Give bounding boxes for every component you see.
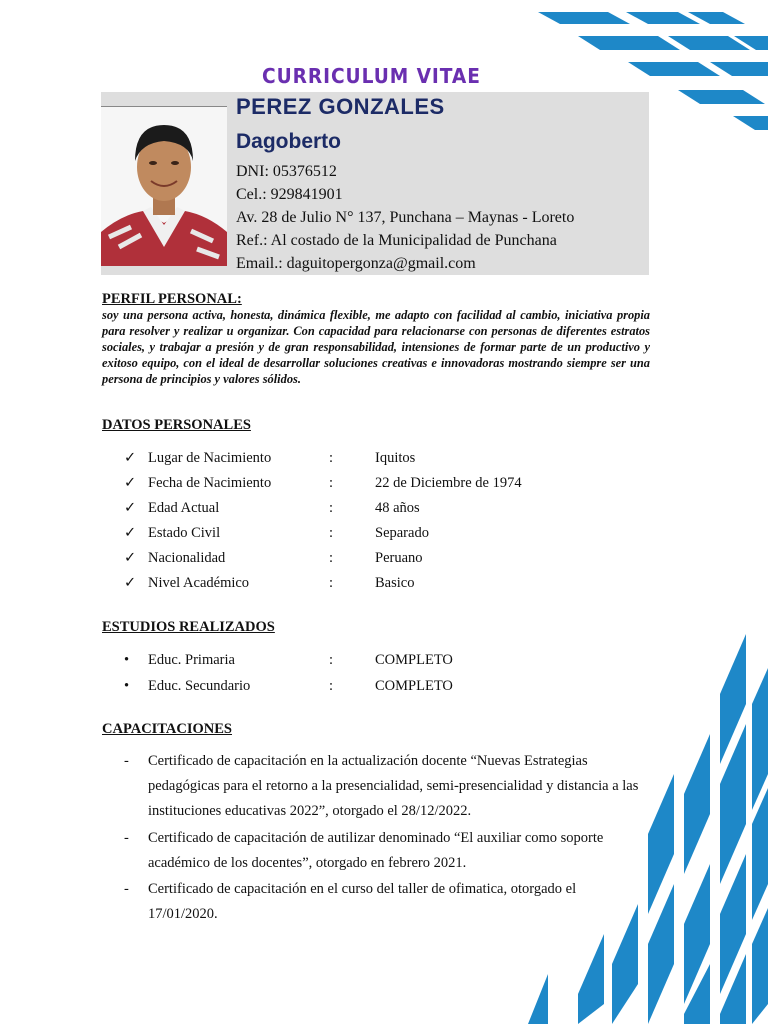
field-label: Lugar de Nacimiento — [148, 450, 272, 466]
separator: : — [329, 525, 334, 541]
checkmark-icon: ✓ — [124, 525, 137, 541]
profile-heading: PERFIL PERSONAL: — [102, 291, 242, 307]
training-item — [124, 749, 644, 824]
study-value: COMPLETO — [375, 678, 453, 694]
checkmark-icon: ✓ — [124, 500, 137, 516]
training-text: Certificado de capacitación en la actualización docente “Nuevas Estrategias pedagógicas para el retorno a la presencialidad, semi-presencialidad y distancia a las instituciones educativas 2022”, otorgado el 28/12/2022. — [148, 753, 639, 819]
profile-photo — [101, 106, 227, 266]
address-text: Av. 28 de Julio N° 137, Punchana – Maynas - Loreto — [236, 209, 575, 226]
email-text: Email.: daguitopergonza@gmail.com — [236, 255, 476, 272]
separator: : — [329, 550, 334, 566]
dni-text: DNI: 05376512 — [236, 163, 337, 180]
field-label: Nacionalidad — [148, 550, 226, 566]
study-label: Educ. Primaria — [148, 652, 235, 668]
training-item — [124, 826, 644, 876]
candidate-surname: PEREZ GONZALES — [236, 94, 445, 119]
checkmark-icon: ✓ — [124, 450, 137, 466]
dash-marker: - — [124, 830, 129, 846]
field-label: Edad Actual — [148, 500, 220, 516]
dash-marker: - — [124, 753, 129, 769]
personal-data-heading: DATOS PERSONALES — [102, 417, 251, 433]
document-title: CURRICULUM VITAE — [262, 64, 481, 88]
separator: : — [329, 575, 334, 591]
separator: : — [329, 475, 334, 491]
reference-text: Ref.: Al costado de la Municipalidad de Punchana — [236, 232, 557, 249]
field-label: Estado Civil — [148, 525, 221, 541]
field-value: Separado — [375, 525, 429, 541]
separator: : — [329, 450, 334, 466]
field-value: Basico — [375, 575, 415, 591]
studies-heading: ESTUDIOS REALIZADOS — [102, 619, 275, 635]
person-portrait-icon — [101, 107, 227, 266]
profile-paragraph: soy una persona activa, honesta, dinámica flexible, me adapto con facilidad al cambio, iniciativa propia para resolver y realizar u organizar. Con capacidad para relacionarse con personas de diferentes estratos sociales, y trabajar a presión y de gran responsabilidad, intensiones de formar parte de un productivo y exitoso equipo, con el ideal de desarrollar soluciones creativas e innovadoras mostrando siempre ser una persona de principios y valores sólidos. — [102, 308, 650, 386]
candidate-first-name: Dagoberto — [236, 130, 341, 153]
field-value: Iquitos — [375, 450, 416, 466]
bullet-icon: • — [124, 652, 130, 668]
field-value: 48 años — [375, 500, 420, 516]
separator: : — [329, 678, 334, 694]
dash-marker: - — [124, 881, 129, 897]
study-label: Educ. Secundario — [148, 678, 251, 694]
field-value: Peruano — [375, 550, 423, 566]
study-value: COMPLETO — [375, 652, 453, 668]
separator: : — [329, 652, 334, 668]
separator: : — [329, 500, 334, 516]
phone-text: Cel.: 929841901 — [236, 186, 343, 203]
field-value: 22 de Diciembre de 1974 — [375, 475, 522, 491]
bullet-icon: • — [124, 678, 130, 694]
trainings-heading: CAPACITACIONES — [102, 721, 232, 737]
checkmark-icon: ✓ — [124, 550, 137, 566]
training-text: Certificado de capacitación de autilizar denominado “El auxiliar como soporte académico de los docentes”, otorgado en febrero 2021. — [148, 830, 604, 871]
field-label: Nivel Académico — [148, 575, 250, 591]
training-item — [124, 877, 644, 927]
field-label: Fecha de Nacimiento — [148, 475, 272, 491]
training-text: Certificado de capacitación en el curso del taller de ofimatica, otorgado el 17/01/2020. — [148, 881, 577, 922]
checkmark-icon: ✓ — [124, 575, 137, 591]
checkmark-icon: ✓ — [124, 475, 137, 491]
